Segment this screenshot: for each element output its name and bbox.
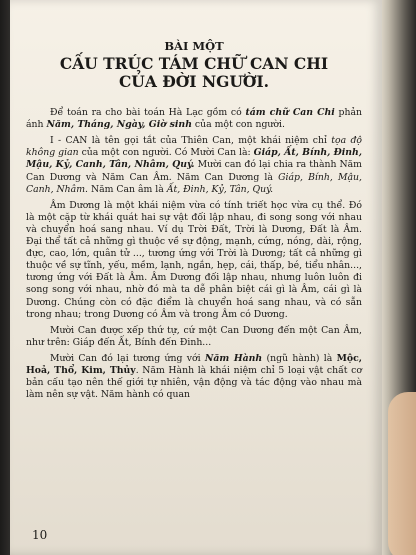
text-run: của một con người. Có Mười Can là: xyxy=(78,147,254,159)
can-duong-list: Giáp, Bính, Mậu, Canh, Nhâm. xyxy=(26,171,362,195)
chapter-title-line2: CỦA ĐỜI NGƯỜI. xyxy=(118,72,270,92)
text-run: I - CAN là tên gọi tắt của Thiên Can, một khái niệm chỉ xyxy=(50,135,332,147)
lesson-label: BÀI MỘT xyxy=(164,39,224,53)
text-run: Năm Can âm là xyxy=(87,183,167,195)
can-list: Giáp, Ất, Bính, Đinh, Mậu, Kỷ, Canh, Tân, Nhâm, Quý. xyxy=(26,147,362,171)
emphasis-text: Năm, Tháng, Ngày, Giờ sinh xyxy=(46,119,192,131)
page-number: 10 xyxy=(32,528,48,542)
paragraph-intro xyxy=(26,107,362,131)
text-run: . Năm Hành là khái niệm chỉ 5 loại vật chất cơ bản cấu tạo nên thế giới tự nhiên, vận động và tác động vào nhau mà làm nên sự vật. Năm hành có quan xyxy=(26,364,362,401)
paragraph-am-duong: Âm Dương là một khái niệm vừa có tính triết học vừa cụ thể. Đó là một cặp từ khái quát hai sự vật đối lập nhau, đi song song với nhau và chuyển hoá sang nhau. Ví dụ Trời Đất, Trời là Dương, Đất là Âm. Đại thể tất cả những gì thuộc về sự động, mạnh, cứng, nóng, dài, rộng, đực, cao, lớn, quân tử ..., tương ứng với Trời là Dương; tất cả những gì thuộc về sự tĩnh, yếu, mềm, lạnh, ngắn, hẹp, cái, thấp, bé, tiểu nhân..., tương ứng với Đất là Âm. Âm Dương đối lập nhau, nhưng luôn luôn đi song song với nhau, nhờ đó mà ta dễ phân biệt cái gì là Âm, cái gì là Dương. Chúng còn có đặc điểm là chuyển hoá sang nhau, và có sẵn trong nhau; trong Dương có Âm và trong Âm có Dương. xyxy=(26,199,362,320)
text-run: Mười Can đó lại tương ứng với xyxy=(50,352,205,364)
page-content xyxy=(26,40,362,405)
text-run: phản ánh xyxy=(26,107,362,131)
emphasis-text: Năm Hành xyxy=(204,352,263,364)
paragraph-can xyxy=(26,135,362,195)
can-am-list: Ất, Đinh, Kỷ, Tân, Quý. xyxy=(166,183,274,195)
text-run: của một con người. xyxy=(191,119,285,131)
italic-text: tọa độ không gian xyxy=(26,135,362,159)
paragraph-order: Mười Can được xếp thứ tự, cứ một Can Dương đến một Can Âm, như trên: Giáp đến Ất, Bính đến Đinh... xyxy=(26,324,362,348)
text-run: Để toán ra cho bài toán Hà Lạc gồm có xyxy=(50,107,246,119)
chapter-title-line1: CẤU TRÚC TÁM CHỮ CAN CHI xyxy=(59,54,329,74)
element-list: Mộc, Hoả, Thổ, Kim, Thủy xyxy=(26,352,362,376)
text-run: Mười can đó lại chia ra thành Năm Can Dương và Năm Can Âm. Năm Can Dương là xyxy=(26,159,362,183)
paragraph-ngu-hanh xyxy=(26,353,362,401)
emphasis-text: tám chữ Can Chi xyxy=(245,107,335,119)
thumb-shape xyxy=(388,392,416,555)
text-run: (ngũ hành) là xyxy=(262,352,337,364)
